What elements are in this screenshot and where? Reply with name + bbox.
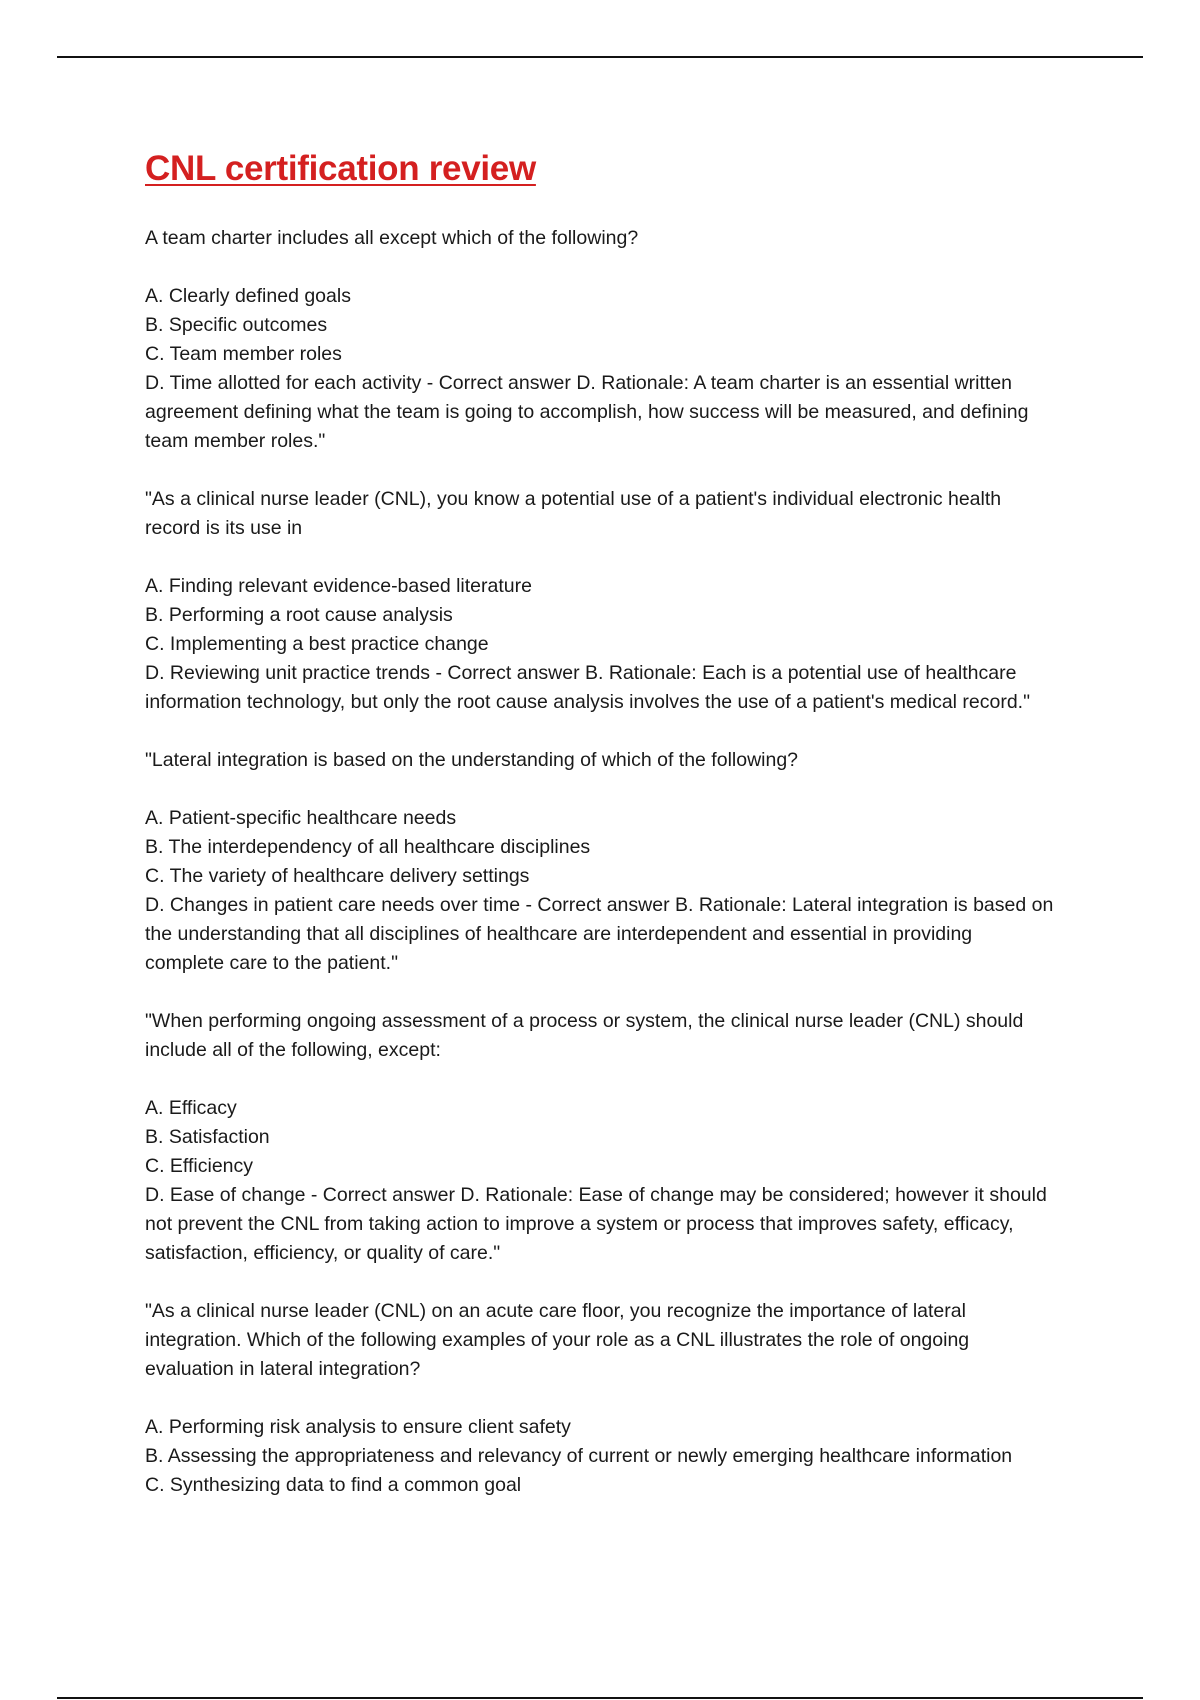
question-text: A team charter includes all except which of the following? [145,227,639,249]
option-b: B. The interdependency of all healthcare disciplines [145,836,591,858]
document-body [145,148,1055,1529]
question-2 [145,485,1055,717]
option-a: A. Efficacy [145,1097,237,1119]
option-c: C. Team member roles [145,343,342,365]
option-a: A. Patient-specific healthcare needs [145,807,457,829]
option-d-answer: D. Changes in patient care needs over time - Correct answer B. Rationale: Lateral integration is based on the understanding that all disciplines of healthcare are interdependent and essential in providing complete care to the patient." [145,894,1054,974]
option-c: C. Synthesizing data to find a common goal [145,1474,522,1496]
option-c: C. Implementing a best practice change [145,633,489,655]
question-text: "When performing ongoing assessment of a process or system, the clinical nurse leader (CNL) should include all of the following, except: [145,1010,1024,1061]
option-d-answer: D. Time allotted for each activity - Correct answer D. Rationale: A team charter is an essential written agreement defining what the team is going to accomplish, how success will be measured, and defining team member roles." [145,372,1029,452]
question-5 [145,1297,1055,1500]
top-rule [57,56,1143,58]
option-d-answer: D. Ease of change - Correct answer D. Rationale: Ease of change may be considered; however it should not prevent the CNL from taking action to improve a system or process that improves safety, efficacy, satisfaction, efficiency, or quality of care." [145,1184,1047,1264]
option-a: A. Clearly defined goals [145,285,351,307]
option-c: C. Efficiency [145,1155,254,1177]
question-3 [145,746,1055,978]
question-text: "As a clinical nurse leader (CNL), you know a potential use of a patient's individual electronic health record is its use in [145,488,1002,539]
option-d-answer: D. Reviewing unit practice trends - Correct answer B. Rationale: Each is a potential use of healthcare information technology, but only the root cause analysis involves the use of a patient's medical record." [145,662,1031,713]
bottom-rule [57,1697,1143,1699]
question-4 [145,1007,1055,1268]
question-text: "Lateral integration is based on the understanding of which of the following? [145,749,799,771]
option-b: B. Satisfaction [145,1126,270,1148]
option-a: A. Finding relevant evidence-based literature [145,575,532,597]
option-b: B. Assessing the appropriateness and relevancy of current or newly emerging healthcare information [145,1445,1013,1467]
option-b: B. Performing a root cause analysis [145,604,453,626]
document-title: CNL certification review [145,149,536,188]
question-text: "As a clinical nurse leader (CNL) on an acute care floor, you recognize the importance of lateral integration. Which of the following examples of your role as a CNL illustrates the role of ongoing evaluation in lateral integration? [145,1300,970,1380]
option-b: B. Specific outcomes [145,314,328,336]
option-a: A. Performing risk analysis to ensure client safety [145,1416,571,1438]
option-c: C. The variety of healthcare delivery settings [145,865,530,887]
question-1 [145,224,1055,456]
